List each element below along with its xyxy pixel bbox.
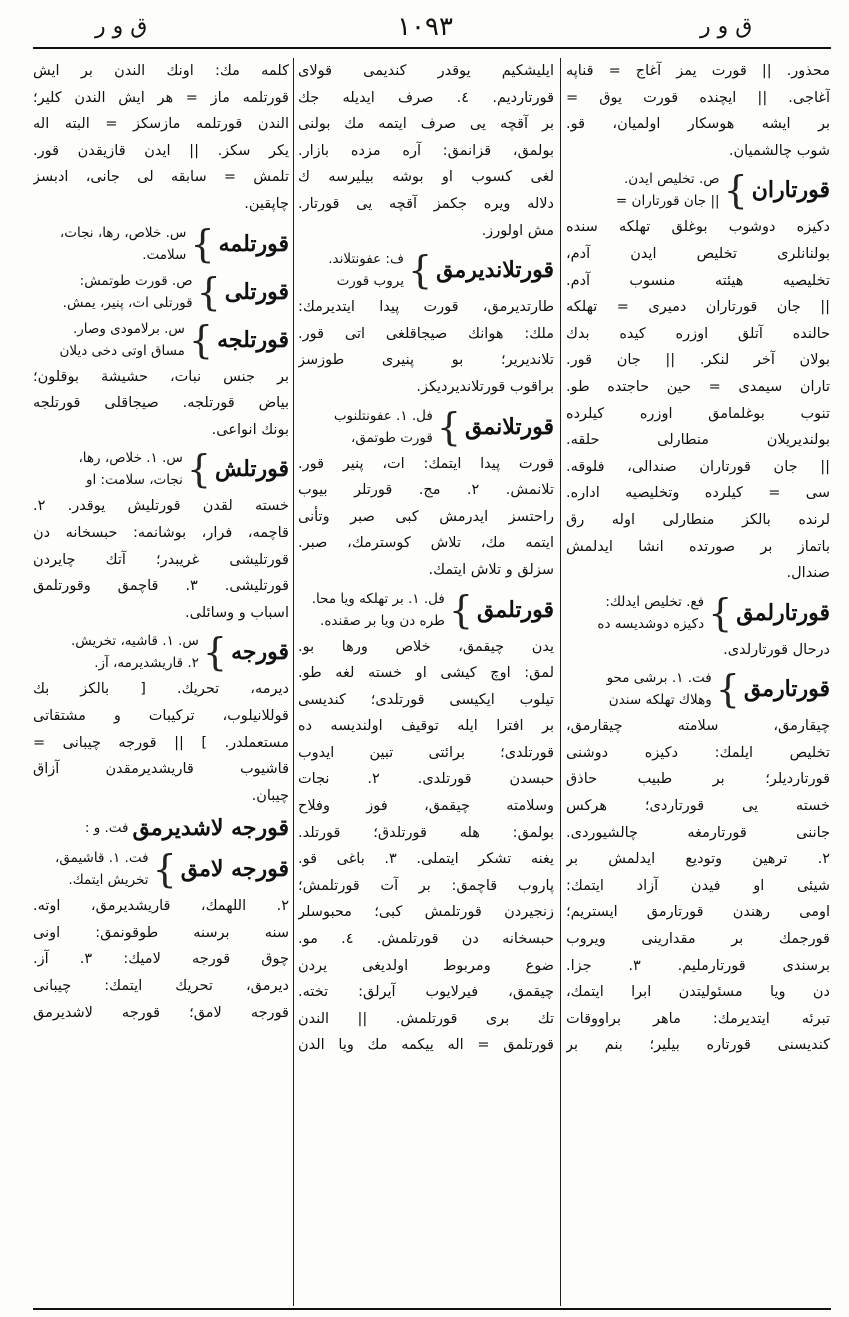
definition-line: يروب قورت xyxy=(336,273,404,290)
brace-icon: } xyxy=(190,221,215,266)
definition-line: ٢. قاريشديرمه، آز. xyxy=(94,655,199,672)
text-line: بولنديريلان منطارلى حلقه. xyxy=(566,432,830,449)
text-line: خسته يى قورتاردى؛ هركس xyxy=(566,798,830,815)
text-line: ملك: هوانك صيجاقلغى اتى قور. xyxy=(298,325,554,342)
text-line: مستعملدر. ] || قورجه چيبانى = xyxy=(33,734,289,751)
definition-line: نجات، سلامت: او xyxy=(85,472,183,489)
definition-line: ص. تخليص ايدن. xyxy=(624,171,720,188)
text-line: تخليصيه هيئته منسوب آدم. xyxy=(566,272,830,289)
text-line: قورتلمق = اله ييكمه مك ويا الدن xyxy=(298,1037,554,1054)
text-line: وسلامته چيقمق، فوز وفلاح xyxy=(298,798,554,815)
text-line: درحال قورتارلدى. xyxy=(723,641,830,658)
text-line: طارتديرمق، قورت پيدا ايتديرمك: xyxy=(298,299,554,316)
definition-line: فت. ١. برشى محو xyxy=(606,670,712,687)
text-line: باتماز بر صورتده انشا ايدلمش xyxy=(566,538,830,555)
text-line: صندال. xyxy=(786,565,830,582)
text-line: قورتليشى غريبدر؛ آتك چايردن xyxy=(33,551,289,568)
definition-line: فت. و : xyxy=(84,820,129,837)
text-line: زنجيردن قورتلمش كبى؛ محبوسلر xyxy=(298,904,554,921)
entry-definition xyxy=(597,591,704,635)
dictionary-entry-head xyxy=(33,270,289,314)
text-line: شيئى او فيدن آزاد ايتمك: xyxy=(566,877,830,894)
definition-line: ف: عفونتلاند. xyxy=(328,251,404,268)
text-line: خسته لقدن قورتليش يوقدر. ٢. xyxy=(33,498,289,515)
text-line: قورتلمه ماز = هر ايش الندن كلير؛ xyxy=(33,89,289,106)
text-line: قورتلدى؛ برائتى تبين ايدوب xyxy=(298,744,554,761)
text-line: تنوب بوغلمامق اوزره كيلرده xyxy=(566,405,830,422)
text-line: الندن قورتلمه مازسكز = البته اله xyxy=(33,116,289,133)
text-line: تلمش = سابقه لى جانى، ادبسز xyxy=(33,169,289,186)
text-line: آغاجى. || ايچنده قورت يوق = xyxy=(566,89,830,106)
text-line: بولان آخر لنكر. || جان قور. xyxy=(566,352,830,369)
headword: قورتلمق xyxy=(477,596,554,623)
text-line: قاچمه، فرار، بوشانمه: حبسخانه دن xyxy=(33,524,289,541)
column-middle xyxy=(298,58,554,1306)
dictionary-entry-head xyxy=(298,405,554,449)
text-line: دكيزه دوشوب بوغلق تهلكه سنده xyxy=(566,219,830,236)
dictionary-entry-head xyxy=(566,168,830,212)
text-line: قورتليشى. ٣. قاچمق وقورتلمق xyxy=(33,578,289,595)
text-line: سنه برسنه طوقونمق: اونى xyxy=(33,924,289,941)
brace-icon: } xyxy=(188,317,214,362)
text-line: كلمه مك: اونك الندن بر ايش xyxy=(33,63,289,79)
dictionary-entry-head xyxy=(33,847,289,891)
text-line: حبسخانه دن قورتلمش. ٤. مو. xyxy=(298,931,554,948)
text-line: براقوب قورتلانديرديكز. xyxy=(416,378,554,395)
header-letters-left: ق و ر xyxy=(95,14,148,39)
entry-definition xyxy=(63,270,193,314)
definition-line: فل. ١. عفونتلنوب xyxy=(333,407,433,424)
text-line: ايليشكيم يوقدر كنديمى قولاى xyxy=(298,63,554,79)
definition-line: فل. ١. بر تهلكه ويا محا. xyxy=(311,590,445,607)
text-line: ديرمق، تحريك ايتمك: چيبانى xyxy=(33,978,289,995)
dictionary-entry-head xyxy=(298,588,554,632)
text-line: يكر سكز. || ايدن قازيقدن قور. xyxy=(33,142,289,159)
header-letters-right: ق و ر xyxy=(700,14,753,39)
text-line: چوق قورجه لاميك: ٣. آز. xyxy=(33,951,289,968)
page-number: ١٠٩٣ xyxy=(397,12,453,42)
headword: قورتلش xyxy=(215,456,289,483)
text-line: يدن چيقمق، خلاص ورها بو. xyxy=(298,638,554,655)
text-line: قورت پيدا ايتمك: ات، پنير قور. xyxy=(298,455,554,472)
dictionary-entry-head xyxy=(566,667,830,711)
definition-line: وهلاك تهلكه سندن xyxy=(608,692,712,709)
text-line: ديرمه، تحريك. [ بالكز بك xyxy=(33,681,289,698)
definition-line: قورتلى ات، پنير، يمش. xyxy=(62,294,193,311)
text-line: چاپقين. xyxy=(244,195,289,212)
brace-icon: } xyxy=(723,168,748,213)
definition-line: س. خلاص، رها، نجات، xyxy=(59,224,187,241)
text-line: قورتارديلر؛ بر طبيب حاذق xyxy=(566,771,830,788)
headword: قورتارلمق xyxy=(736,599,830,626)
text-line: بياض قورتلجه. صيجاقلى قورتلجه xyxy=(33,395,289,412)
entry-definition xyxy=(78,447,182,491)
text-line: تلانمش. ٢. مج. قورتلر بيوب xyxy=(298,482,554,499)
column-separator xyxy=(560,58,561,1306)
brace-icon: } xyxy=(152,847,177,892)
brace-icon: } xyxy=(407,248,433,293)
dictionary-entry-head xyxy=(566,591,830,635)
text-line: برسندى قورتارمليم. ٣. جزا. xyxy=(566,957,830,974)
dictionary-entry-head xyxy=(33,318,289,362)
text-line: تك برى قورتلمش. || الندن xyxy=(298,1010,554,1027)
footer-rule xyxy=(33,1308,831,1310)
headword: قورتلانديرمق xyxy=(436,257,554,284)
definition-line: س. برلامودى وصار. xyxy=(72,320,185,337)
text-line: دلاله ويره جكمز آقچه يى قورتار. xyxy=(298,195,554,212)
entry-definition xyxy=(312,588,445,632)
definition-line: قورت طوتمق، xyxy=(351,429,433,446)
entry-definition xyxy=(616,168,720,212)
column-left xyxy=(33,58,289,1306)
brace-icon: } xyxy=(708,590,733,635)
text-line: قاشيوب قاريشديرمقدن آزاق xyxy=(33,761,289,778)
text-line: تلانديرير؛ بو پنيرى طوزسز xyxy=(298,352,554,369)
headword: قورتلى xyxy=(224,278,289,305)
text-line: بر جنس نبات، حشيشة بوقلون؛ xyxy=(33,368,289,385)
text-line: قورجمك بر مقدارينى ويروب xyxy=(566,931,830,948)
entry-definition xyxy=(607,667,712,711)
headword: قورجه لاشديرمق xyxy=(132,815,289,842)
entry-definition xyxy=(71,630,199,674)
text-line: بولمق، قزانمق: آره مزده بازار. xyxy=(298,142,554,159)
text-line: تاران سيمدى = حين حاجتده طو. xyxy=(566,378,830,395)
entry-definition xyxy=(328,248,404,292)
dictionary-entry-head xyxy=(298,248,554,292)
text-line: بولمق: هله قورتلدق؛ قورتلد. xyxy=(298,824,554,841)
definition-line: طره دن ويا بر صقنده. xyxy=(320,612,445,629)
dictionary-entry-head xyxy=(33,447,289,491)
definition-line: مساق اوتى دخى ديلان xyxy=(59,342,185,359)
column-separator xyxy=(293,58,294,1306)
text-line: قوللانيلوب، تركيبات و مشتقاتى xyxy=(33,707,289,724)
definition-line: س. ١. خلاص، رها، xyxy=(78,450,183,467)
text-line: محذور. || قورت يمز آغاج = قناپه xyxy=(566,63,830,79)
headword: قورتلمه xyxy=(218,230,289,257)
text-line: مش اولورز. xyxy=(481,222,554,239)
text-line: بونك انواعى. xyxy=(211,421,289,438)
text-line: تيلوب ايكيسى قورتلدى؛ كنديسى xyxy=(298,691,554,708)
text-line: چيبان. xyxy=(251,787,289,804)
dictionary-entry-head xyxy=(33,222,289,266)
headword: قورتارمق xyxy=(743,676,830,703)
text-line: جاننى قورتارمغه چالشيوردى. xyxy=(566,824,830,841)
text-line: چيقارمق، سلامته چيقارمق، xyxy=(566,718,830,735)
text-line: كنديسنى قورتاره بيلير؛ بنم بر xyxy=(566,1037,830,1054)
definition-line: تخريش ايتمك. xyxy=(68,872,149,889)
text-line: || جان قورتاران صندالى، فلوقه. xyxy=(566,458,830,475)
text-line: ايتمه مك، تلاش كوسترمك، صبر. xyxy=(298,535,554,552)
text-line: پاروب قاچمق: بر آت قورتلمش؛ xyxy=(298,877,554,894)
headword: قورتاران xyxy=(751,177,830,204)
definition-line: سلامت. xyxy=(142,246,187,263)
text-line: بر ايشه هوسكار اولميان، قو. xyxy=(566,116,830,133)
text-line: دن ويا مسئوليتدن ابرا ايتمك، xyxy=(566,984,830,1001)
text-line: حبسدن قورتلدى. ٢. نجات xyxy=(298,771,554,788)
text-line: سزلق و تلاش ايتمك. xyxy=(428,561,554,578)
definition-line: فت. ١. قاشيمق، xyxy=(55,850,149,867)
headword: قورتلانمق xyxy=(465,413,554,440)
text-line: حالنده آتلق اوزره كيده بدك xyxy=(566,325,830,342)
text-line: سى = كيلرده وتخليصيه اداره. xyxy=(566,485,830,502)
text-line: لرنده بالكز منطارلى اوله رق xyxy=(566,511,830,528)
text-line: || جان قورتاران دميرى = تهلكه xyxy=(566,299,830,316)
brace-icon: } xyxy=(715,667,740,712)
definition-line: س. ١. قاشيه، تخريش. xyxy=(70,633,199,650)
entry-definition xyxy=(55,847,149,891)
text-line: ٢. ترهين وتوديع ايدلمش بر xyxy=(566,851,830,868)
brace-icon: } xyxy=(196,269,221,314)
text-line: تخليص ايلمك: دكيزه دوشنى xyxy=(566,744,830,761)
text-line: يغنه تشكر ايتملى. ٣. باغى قو. xyxy=(298,851,554,868)
text-line: قورجه لامق؛ قورجه لاشديرمق xyxy=(33,1004,289,1021)
header-rule xyxy=(33,47,831,49)
text-line: لمق: اوچ كيشى او خسته لغه طو. xyxy=(298,665,554,682)
brace-icon: } xyxy=(186,447,212,492)
entry-definition xyxy=(60,318,185,362)
definition-line: فع. تخليص ايدلك: xyxy=(605,593,705,610)
headword: قورجه لامق xyxy=(180,856,289,883)
headword: قورتلجه xyxy=(217,326,289,353)
brace-icon: } xyxy=(448,587,474,632)
text-line: اسباب و وسائلى. xyxy=(185,604,289,621)
text-line: بر آقچه يى صرف ايتمه مك بولنى xyxy=(298,116,554,133)
entry-definition xyxy=(334,405,433,449)
text-line: راحتسز ايدرمش كبى صبر وتأنى xyxy=(298,508,554,525)
definition-line: ص. قورت طوتمش: xyxy=(79,272,193,289)
dictionary-entry-head xyxy=(33,630,289,674)
text-line: شوب چالشميان. xyxy=(728,142,830,159)
text-line: ٢. اللهمك، قاريشديرمق، اوته. xyxy=(33,898,289,915)
text-line: لغى كسوب او بوشه بيليرسه ك xyxy=(298,169,554,186)
text-line: بر افترا ايله توقيف اولنديسه ده xyxy=(298,718,554,735)
headword: قورجه xyxy=(231,639,289,666)
text-line: ضوع ومربوط اولديغى يردن xyxy=(298,957,554,974)
text-line: تبرئه ايتديرمك: ماهر براووقات xyxy=(566,1010,830,1027)
text-line: قورتارديم. ٤. صرف ايديله جك xyxy=(298,89,554,106)
entry-definition xyxy=(85,817,129,839)
brace-icon: } xyxy=(202,630,228,675)
entry-definition xyxy=(60,222,186,266)
text-line: بولنانلرى تخليص ايدن آدم، xyxy=(566,245,830,262)
definition-line: || جان قورتاران = xyxy=(615,193,720,210)
text-line: اومى رهندن قورتارمق ايستريم؛ xyxy=(566,904,830,921)
column-right xyxy=(566,58,830,1306)
dictionary-entry-head xyxy=(33,813,289,843)
definition-line: دكيزه دوشديسه ده xyxy=(597,615,705,632)
text-line: چيقمق، فيرلايوب آيرلق: تخته. xyxy=(298,984,554,1001)
brace-icon: } xyxy=(436,404,462,449)
